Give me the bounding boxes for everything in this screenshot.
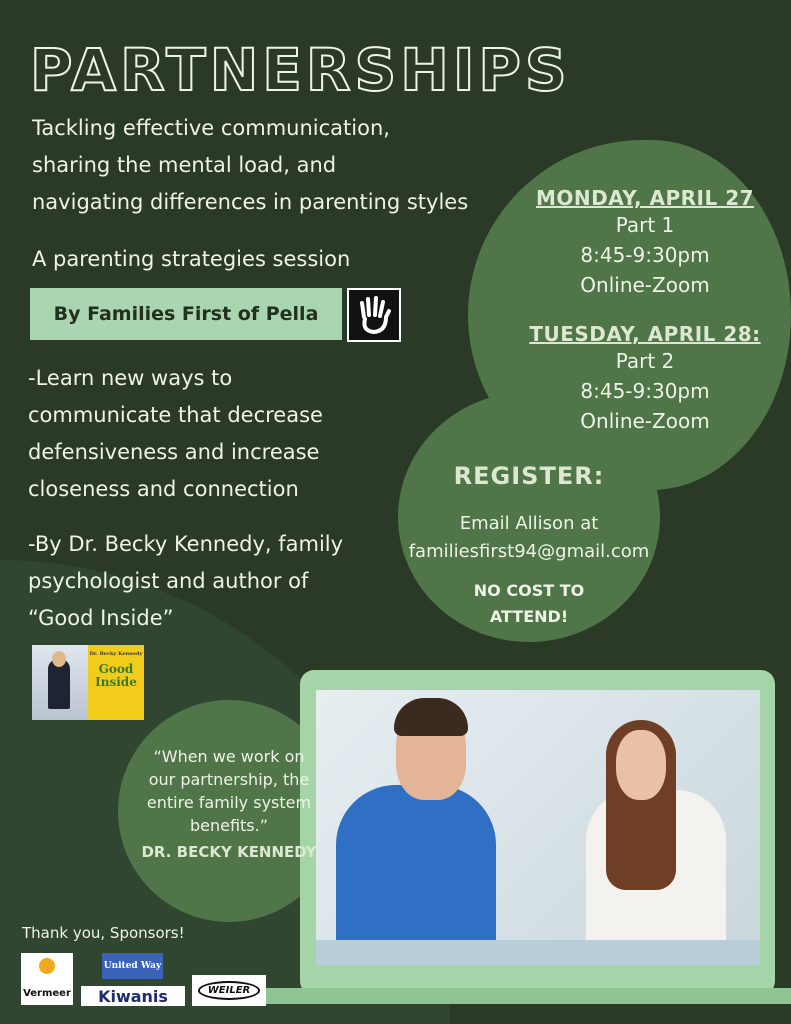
register-heading: REGISTER:	[453, 462, 605, 490]
handprint-logo-icon	[347, 288, 401, 342]
kiwanis-logo: Kiwanis	[81, 986, 185, 1006]
weiler-logo	[192, 975, 266, 1006]
cost-note: ATTEND!	[489, 607, 569, 626]
bullet-learn	[28, 360, 323, 508]
quote-line: “When we work on	[153, 747, 305, 766]
couple-photo	[316, 690, 760, 965]
bullet-line: -Learn new ways to	[28, 366, 233, 390]
subtitle-line: sharing the mental load, and	[32, 153, 337, 177]
book-author: Dr. Becky Kennedy	[89, 651, 143, 657]
session-2	[515, 322, 775, 436]
laptop-base	[265, 988, 791, 1004]
session-location: Online-Zoom	[580, 409, 710, 433]
session-type: A parenting strategies session	[32, 247, 351, 271]
quote	[118, 745, 340, 864]
vermeer-logo	[21, 953, 73, 1005]
register-section	[398, 462, 660, 630]
session-location: Online-Zoom	[580, 273, 710, 297]
bullet-line: psychologist and author of	[28, 569, 309, 593]
bullet-line: -By Dr. Becky Kennedy, family	[28, 532, 344, 556]
cost-note: NO COST TO	[473, 581, 585, 600]
organizer-banner: By Families First of Pella	[30, 288, 342, 340]
bullet-line: communicate that decrease	[28, 403, 323, 427]
session-part: Part 1	[615, 213, 675, 237]
session-time: 8:45-9:30pm	[580, 379, 710, 403]
book-cover	[88, 645, 144, 720]
session-time: 8:45-9:30pm	[580, 243, 710, 267]
session-part: Part 2	[615, 349, 675, 373]
quote-line: benefits.”	[189, 816, 269, 835]
register-text: Email Allison at	[459, 513, 599, 534]
subtitle	[32, 110, 468, 221]
sponsors-heading: Thank you, Sponsors!	[22, 924, 185, 942]
weiler-logo-text: WEILER	[198, 981, 261, 1000]
author-photo	[32, 645, 88, 720]
quote-line: entire family system	[146, 793, 312, 812]
page-title: PARTNERSHIPS	[30, 36, 571, 104]
quote-line: our partnership, the	[148, 770, 310, 789]
session-day: TUESDAY, APRIL 28:	[529, 322, 761, 346]
quote-author: DR. BECKY KENNEDY	[141, 843, 317, 861]
book-image	[32, 645, 144, 720]
bullet-line: closeness and connection	[28, 477, 299, 501]
book-title: Good Inside	[95, 662, 137, 689]
session-day: MONDAY, APRIL 27	[535, 186, 755, 210]
bullet-line: defensiveness and increase	[28, 440, 320, 464]
united-way-logo: United Way	[102, 953, 163, 979]
subtitle-line: navigating differences in parenting styles	[32, 190, 469, 214]
register-email-link[interactable]: familiesfirst94@gmail.com	[408, 541, 650, 562]
bullet-line: “Good Inside”	[28, 606, 174, 630]
bullet-author	[28, 526, 343, 637]
subtitle-line: Tackling effective communication,	[32, 116, 390, 140]
session-1	[520, 186, 770, 300]
vermeer-logo-text: Vermeer	[23, 988, 71, 999]
